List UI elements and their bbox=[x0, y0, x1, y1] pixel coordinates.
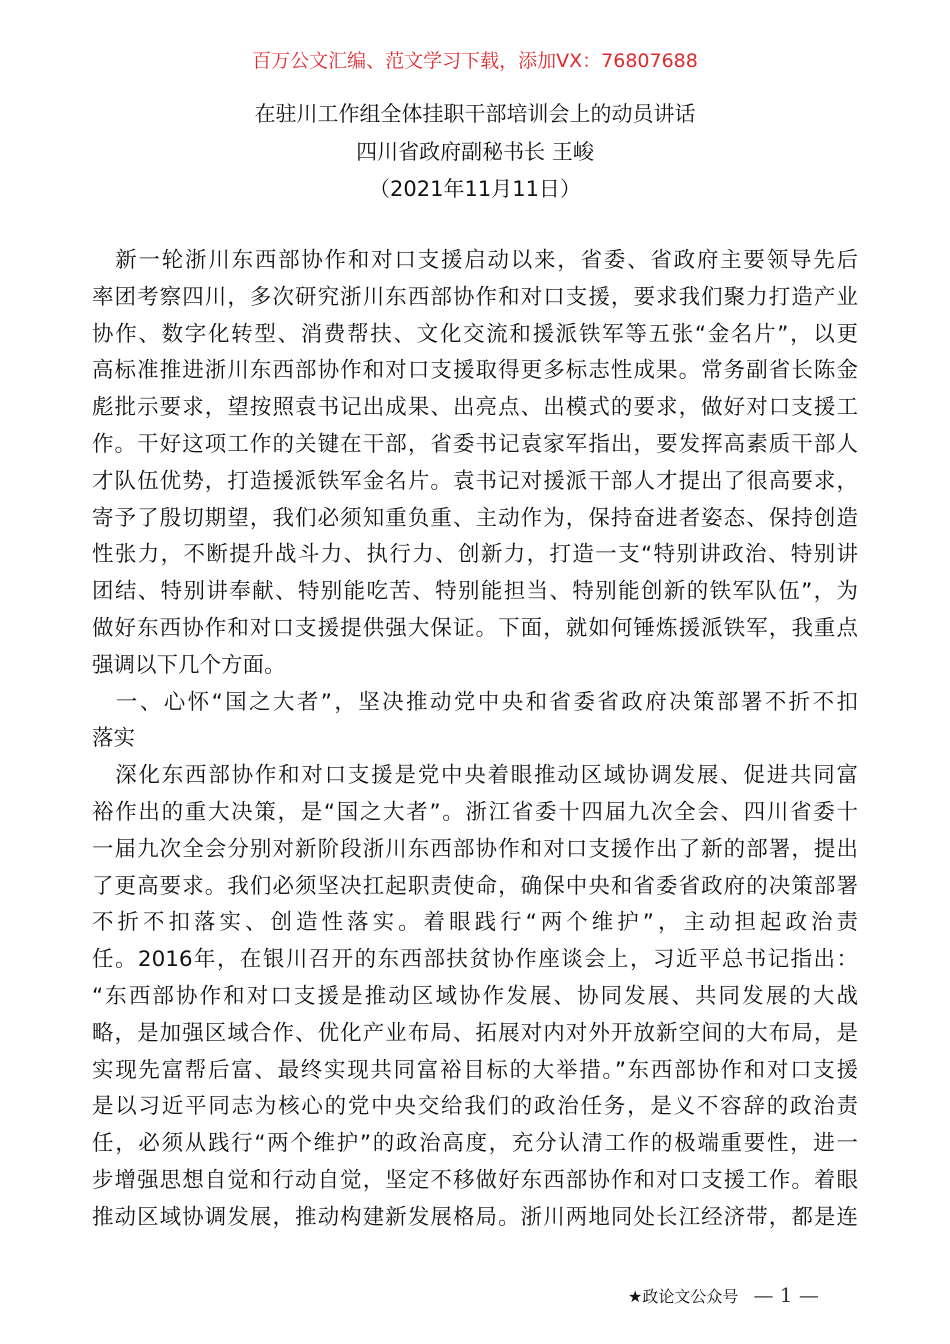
text-line: 任。2016年，在银川召开的东西部扶贫协作座谈会上，习近平总书记指出： bbox=[92, 947, 858, 973]
text-line: 协作、数字化转型、消费帮扶、文化交流和援派铁军等五张“金名片”，以更 bbox=[92, 321, 858, 347]
text-line: 了更高要求。我们必须坚决扛起职责使命，确保中央和省委省政府的决策部署 bbox=[92, 873, 858, 899]
text-line: 率团考察四川，多次研究浙川东西部协作和对口支援，要求我们聚力打造产业 bbox=[92, 284, 858, 310]
date-line: （2021年11月11日） bbox=[369, 177, 581, 201]
text-line: 作。干好这项工作的关键在干部，省委书记袁家军指出，要发挥高素质干部人 bbox=[92, 431, 858, 457]
document-title: 在驻川工作组全体挂职干部培训会上的动员讲话 bbox=[254, 102, 696, 126]
text-line: “东西部协作和对口支援是推动区域协作发展、协同发展、共同发展的大战 bbox=[92, 983, 858, 1009]
text-line: 寄予了殷切期望，我们必须知重负重、主动作为，保持奋进者姿态、保持创造 bbox=[92, 505, 858, 531]
text-line: 是以习近平同志为核心的党中央交给我们的政治任务，是义不容辞的政治责 bbox=[92, 1094, 858, 1120]
text-line: 任，必须从践行“两个维护”的政治高度，充分认清工作的极端重要性，进一 bbox=[92, 1131, 858, 1157]
text-line: 不折不扣落实、创造性落实。着眼践行“两个维护”，主动担起政治责 bbox=[92, 910, 858, 936]
text-line: 裕作出的重大决策，是“国之大者”。浙江省委十四届九次全会、四川省委十 bbox=[92, 799, 858, 825]
text-line: 一、心怀“国之大者”，坚决推动党中央和省委省政府决策部署不折不扣 bbox=[92, 689, 858, 715]
watermark-banner: 百万公文汇编、范文学习下载，添加VX：76807688 bbox=[252, 50, 698, 72]
text-line: 性张力，不断提升战斗力、执行力、创新力，打造一支“特别讲政治、特别讲 bbox=[92, 542, 858, 568]
text-line: 深化东西部协作和对口支援是党中央着眼推动区域协调发展、促进共同富 bbox=[92, 763, 858, 789]
text-line: 高标准推进浙川东西部协作和对口支援取得更多标志性成果。常务副省长陈金 bbox=[92, 358, 858, 384]
text-line: 步增强思想自觉和行动自觉，坚定不移做好东西部协作和对口支援工作。着眼 bbox=[92, 1167, 858, 1193]
footer-source: ★政论文公众号 bbox=[628, 1287, 739, 1306]
text-line: 强调以下几个方面。 bbox=[92, 652, 286, 678]
text-line: 彪批示要求，望按照袁书记出成果、出亮点、出模式的要求，做好对口支援工 bbox=[92, 395, 858, 421]
text-line: 新一轮浙川东西部协作和对口支援启动以来，省委、省政府主要领导先后 bbox=[92, 248, 858, 273]
document-body bbox=[92, 243, 858, 1237]
text-line: 落实 bbox=[92, 726, 136, 752]
text-line: 做好东西协作和对口支援提供强大保证。下面，就如何锤炼援派铁军，我重点 bbox=[92, 615, 858, 641]
text-line: 略，是加强区域合作、优化产业布局、拓展对内对外开放新空间的大布局，是 bbox=[92, 1020, 858, 1046]
text-line: 实现先富帮后富、最终实现共同富裕目标的大举措。”东西部协作和对口支援 bbox=[92, 1057, 858, 1083]
text-line: 一届九次全会分别对新阶段浙川东西部协作和对口支援作出了新的部署，提出 bbox=[92, 836, 858, 862]
author-line: 四川省政府副秘书长 王峻 bbox=[356, 140, 594, 164]
text-line: 才队伍优势，打造援派铁军金名片。袁书记对援派干部人才提出了很高要求， bbox=[92, 468, 858, 494]
text-line: 团结、特别讲奉献、特别能吃苦、特别能担当、特别能创新的铁军队伍”，为 bbox=[92, 579, 858, 605]
page-number: — 1 — bbox=[753, 1283, 819, 1307]
text-line: 推动区域协调发展，推动构建新发展格局。浙川两地同处长江经济带，都是连 bbox=[92, 1204, 858, 1230]
page-footer bbox=[628, 1283, 819, 1307]
